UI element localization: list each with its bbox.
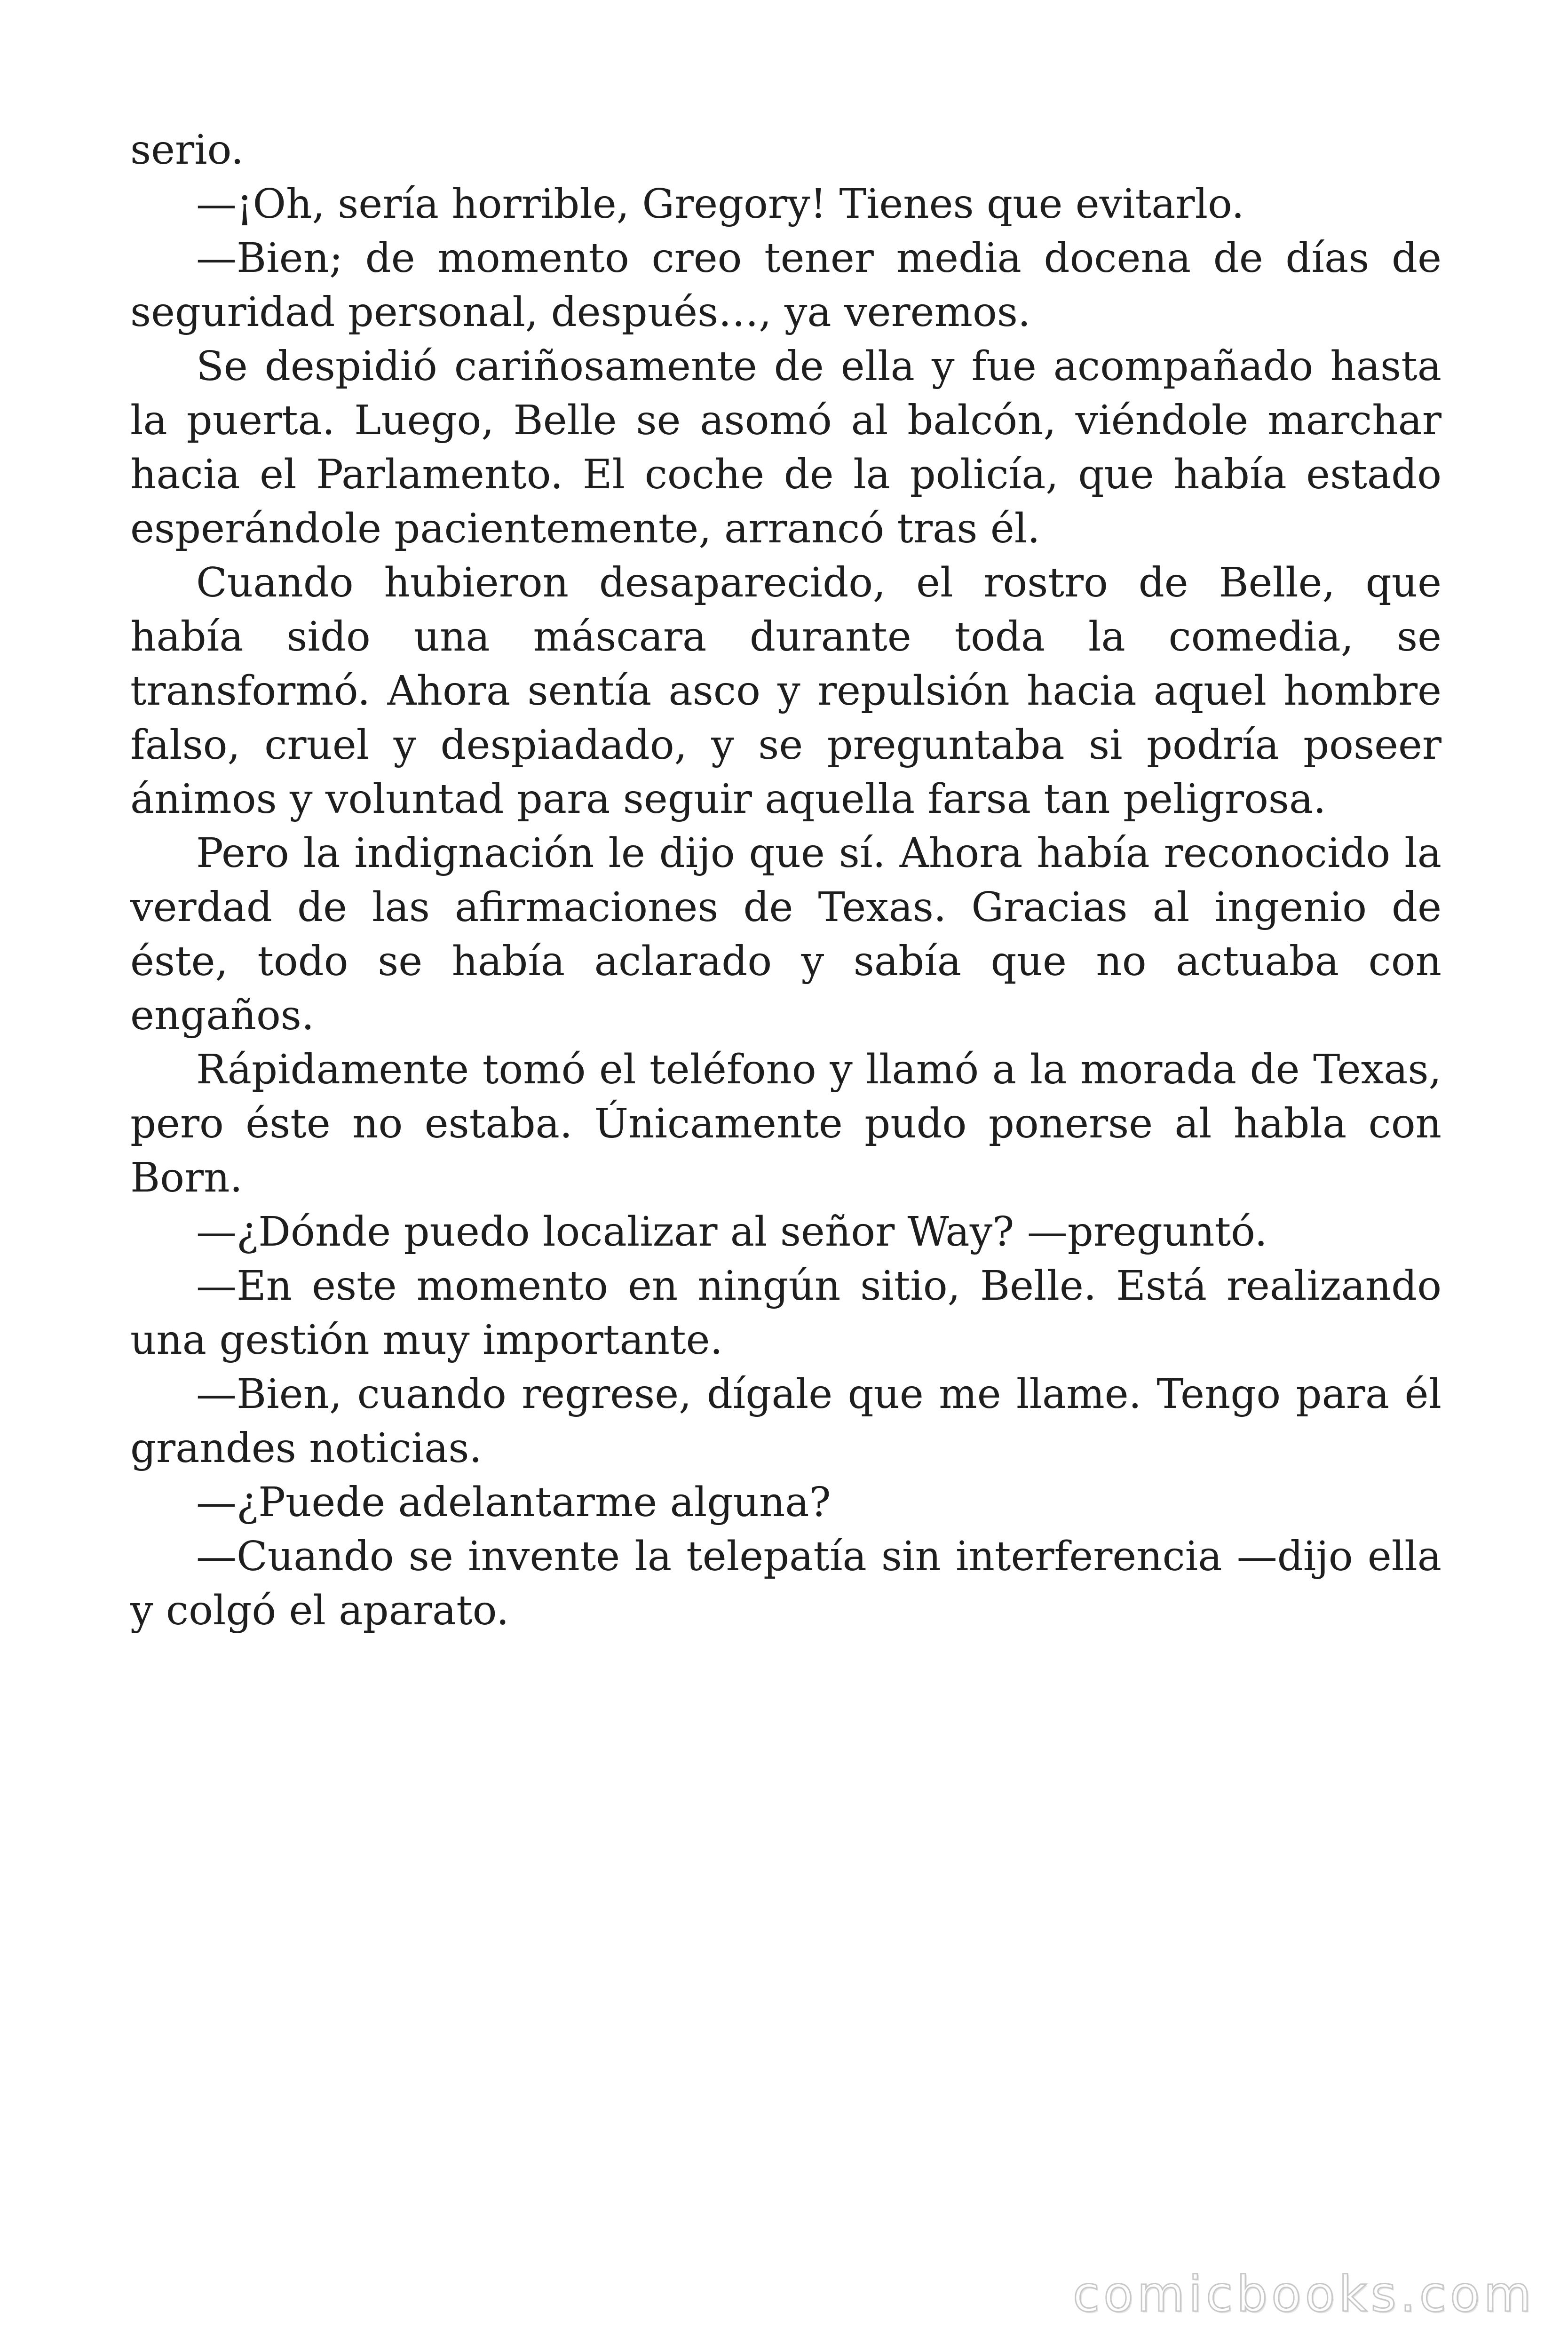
body-text (130, 123, 1441, 1638)
paragraph: —Bien, cuando regrese, dígale que me llame. Tengo para él grandes noticias. (130, 1371, 1441, 1472)
paragraph: Rápidamente tomó el teléfono y llamó a la morada de Texas, pero éste no estaba. Únicamente pudo ponerse al habla con Born. (130, 1046, 1441, 1201)
paragraph: Cuando hubieron desaparecido, el rostro de Belle, que había sido una máscara durante toda la comedia, se transformó. Ahora sentía asco y repulsión hacia aquel hombre falso, cruel y despiadado, y se preguntaba si podría poseer ánimos y voluntad para seguir aquella farsa tan peligrosa. (130, 559, 1441, 823)
paragraph: —¡Oh, sería horrible, Gregory! Tienes que evitarlo. (196, 181, 1244, 228)
paragraph: —¿Puede adelantarme alguna? (196, 1479, 831, 1526)
paragraph: —Bien; de momento creo tener media docena de días de seguridad personal, después…, ya veremos. (130, 235, 1441, 336)
paragraph: serio. (130, 127, 244, 174)
paragraph: —¿Dónde puedo localizar al señor Way? —preguntó. (196, 1208, 1267, 1255)
paragraph: Se despidió cariñosamente de ella y fue acompañado hasta la puerta. Luego, Belle se asomó al balcón, viéndole marchar hacia el Parlamento. El coche de la policía, que había estado esperándole pacientemente, arrancó tras él. (130, 343, 1441, 552)
paragraph: Pero la indignación le dijo que sí. Ahora había reconocido la verdad de las afirmaciones de Texas. Gracias al ingenio de éste, todo se había aclarado y sabía que no actuaba con engaños. (130, 830, 1441, 1039)
watermark: comicbooks.com (1072, 2265, 1535, 2323)
paragraph: —Cuando se invente la telepatía sin interferencia —dijo ella y colgó el aparato. (130, 1533, 1441, 1634)
paragraph: —En este momento en ningún sitio, Belle. Está realizando una gestión muy importante. (130, 1263, 1441, 1364)
